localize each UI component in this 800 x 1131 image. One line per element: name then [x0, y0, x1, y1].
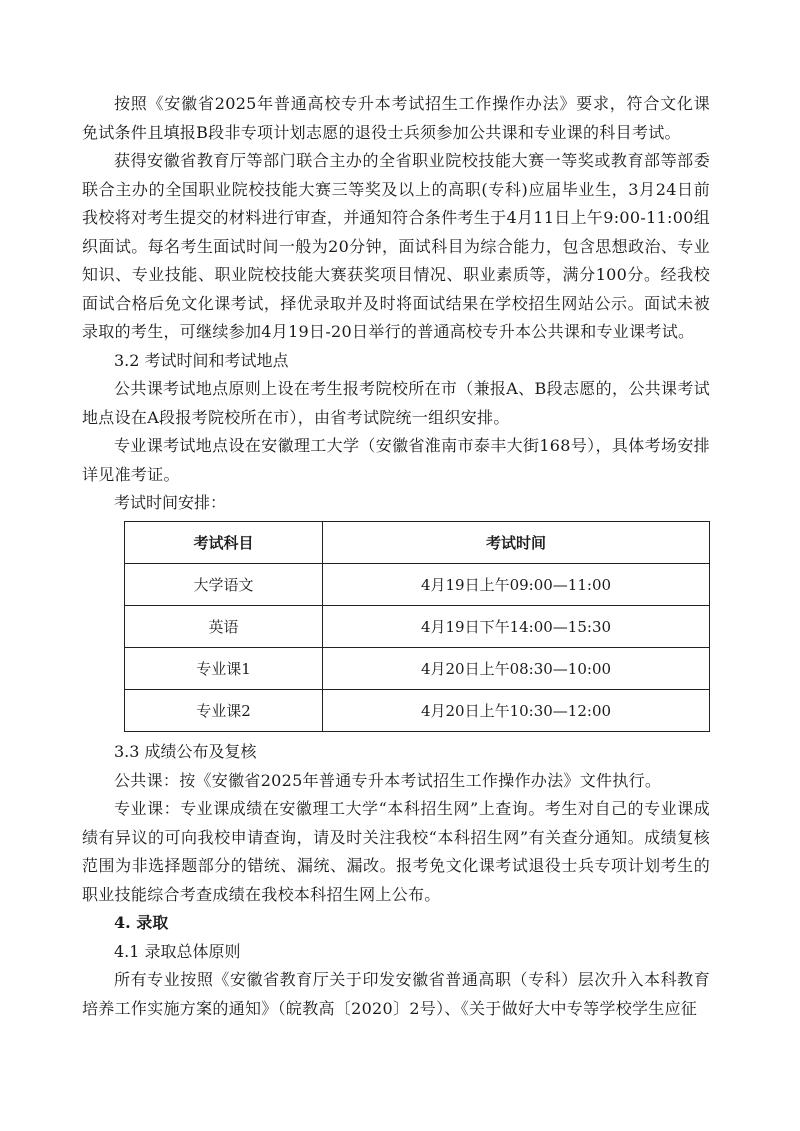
paragraph-admission-principle: 所有专业按照《安徽省教育厅关于印发安徽省普通高职（专科）层次升入本科教育培养工作实施方案的通知》（皖教高〔2020〕2号）、《关于做好大中专等学校学生应征 [82, 970, 710, 1018]
document-page [82, 90, 710, 1023]
time-cell: 4月20日上午10:30—12:00 [323, 690, 710, 732]
section-heading-3-3: 3.3 成绩公布及复核 [114, 742, 257, 761]
subject-cell: 专业课2 [125, 690, 323, 732]
table-row [125, 690, 710, 732]
exam-schedule-table [124, 521, 710, 732]
paragraph-skills-competition: 获得安徽省教育厅等部门联合主办的全省职业院校技能大赛一等奖或教育部等部委联合主办的全国职业院校技能大赛三等奖及以上的高职(专科)应届毕业生，3月24日前我校将对考生提交的材料进行审查，并通知符合条件考生于4月11日上午9:00-11:00组织面试。每名考生面试时间一般为20分钟，面试科目为综合能力，包含思想政治、专业知识、专业技能、职业院校技能大赛获奖项目情况、职业素质等，满分100分。经我校面试合格后免文化课考试，择优录取并及时将面试结果在学校招生网站公示。面试未被录取的考生，可继续参加4月19日-20日举行的普通高校专升本公共课和专业课考试。 [82, 151, 710, 341]
section-heading-3-2: 3.2 考试时间和考试地点 [114, 350, 289, 370]
subject-cell: 大学语文 [125, 564, 323, 606]
time-cell: 4月19日下午14:00—15:30 [323, 606, 710, 648]
column-header-subject: 考试科目 [125, 522, 323, 564]
table-caption: 考试时间安排： [114, 493, 227, 512]
time-cell: 4月20日上午08:30—10:00 [323, 648, 710, 690]
section-heading-4: 4. 录取 [114, 913, 169, 932]
subject-cell: 英语 [125, 606, 323, 648]
paragraph-major-course-scores: 专业课：专业课成绩在安徽理工大学“本科招生网”上查询。考生对自己的专业课成绩有异议的可向我校申请查询，请及时关注我校“本科招生网”有关查分通知。成绩复核范围为非选择题部分的错统、漏统、漏改。报考免文化课考试退役士兵专项计划考生的职业技能综合考查成绩在我校本科招生网上公布。 [82, 799, 710, 904]
paragraph-major-exam-location: 专业课考试地点设在安徽理工大学（安徽省淮南市泰丰大街168号），具体考场安排详见准考证。 [82, 436, 710, 484]
paragraph-public-exam-location: 公共课考试地点原则上设在考生报考院校所在市（兼报A、B段志愿的，公共课考试地点设在A段报考院校所在市），由省考试院统一组织安排。 [82, 379, 710, 427]
paragraph-public-course-scores: 公共课：按《安徽省2025年普通专升本考试招生工作操作办法》文件执行。 [114, 770, 662, 790]
table-row [125, 606, 710, 648]
column-header-time: 考试时间 [323, 522, 710, 564]
time-cell: 4月19日上午09:00—11:00 [323, 564, 710, 606]
table-header-row [125, 522, 710, 564]
table-row [125, 648, 710, 690]
subject-cell: 专业课1 [125, 648, 323, 690]
section-heading-4-1: 4.1 录取总体原则 [114, 941, 241, 961]
paragraph-retired-soldiers: 按照《安徽省2025年普通高校专升本考试招生工作操作办法》要求，符合文化课免试条件且填报B段非专项计划志愿的退役士兵须参加公共课和专业课的科目考试。 [82, 94, 710, 142]
table-row [125, 564, 710, 606]
